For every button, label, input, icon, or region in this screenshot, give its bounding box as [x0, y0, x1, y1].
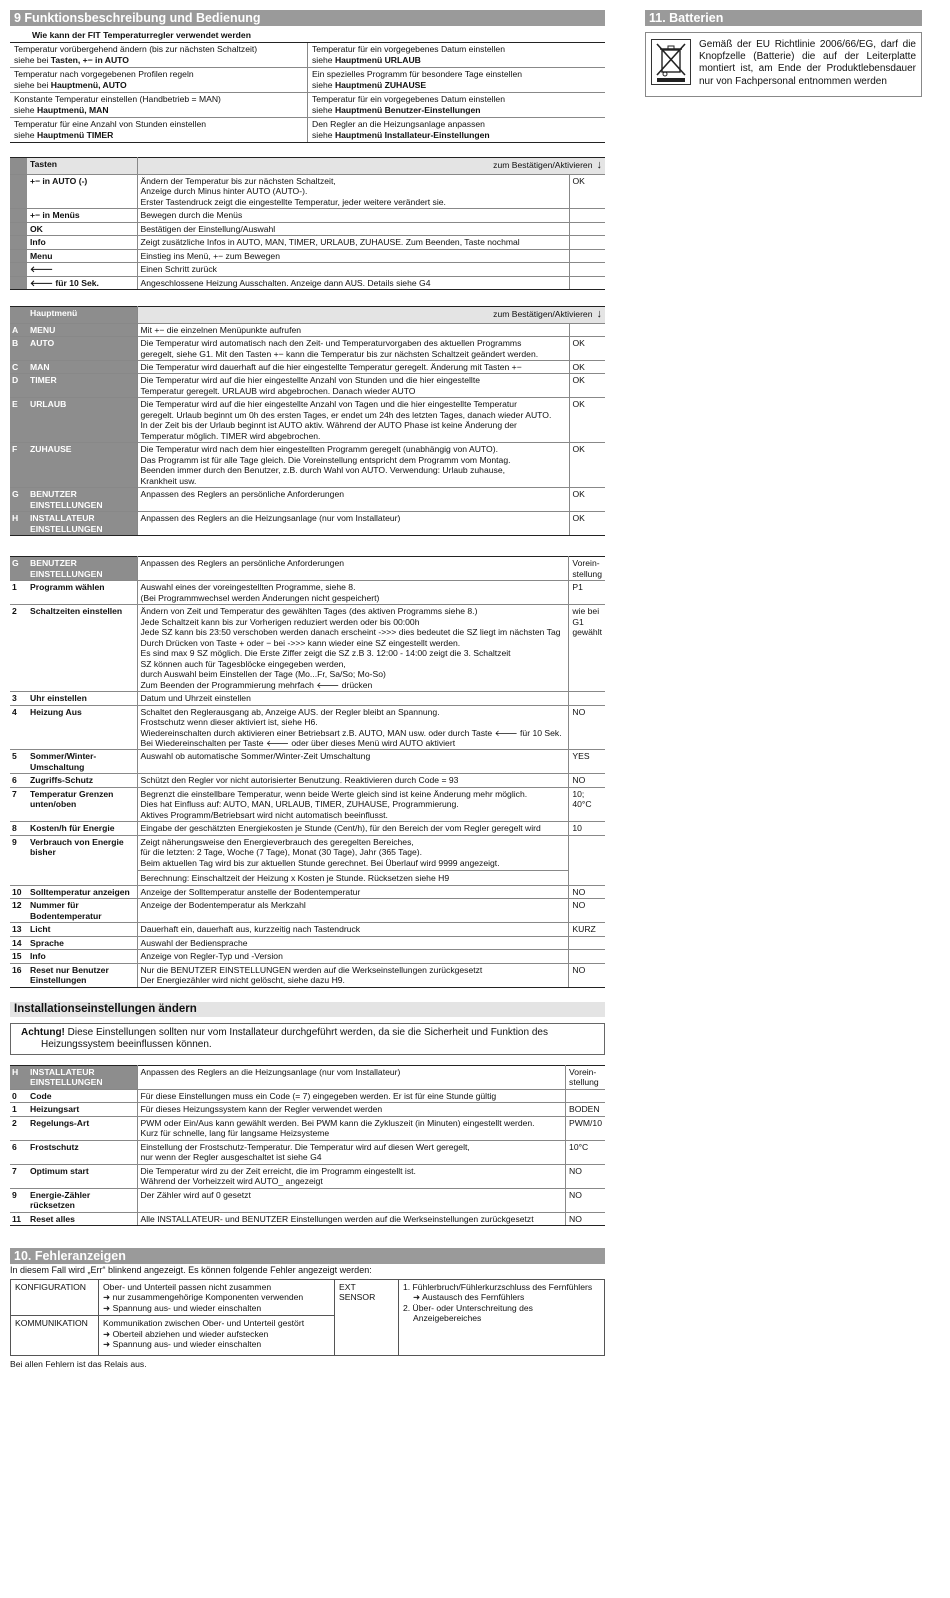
hauptmenu-row: F ZUHAUSE Die Temperatur wird nach dem hier eingestellten Programm geregelt (unabhängig von AUTO). Das Programm ist für alle Tage gleich. Die Voreinstellung entspricht dem Programm vom Montag. Beenden immer durch den Benutzer, z.B. durch Wahl von AUTO. Verwendung: Urlaub zuhause, Krankheit usw. OK: [10, 443, 605, 488]
installateur-row: 11 Reset alles Alle INSTALLATEUR- und BENUTZER Einstellungen werden auf die Werkseinstellungen zurückgesetzt NO: [10, 1212, 605, 1225]
row-value: NO: [569, 899, 605, 923]
benutzer-row: 3 Uhr einstellen Datum und Uhrzeit einstellen: [10, 692, 605, 705]
hauptmenu-row: A MENU Mit +− die einzelnen Menüpunkte aufrufen: [10, 323, 605, 336]
ext-sensor-desc: 1. Fühlerbruch/Fühlerkurzschluss des Fernfühlers ➜ Austausch des Fernfühlers 2. Über- oder Unterschreitung des Anzeigebereiches: [399, 1279, 605, 1355]
hauptmenu-table: [10, 306, 605, 536]
row-value: OK: [569, 374, 605, 398]
fehler-title: 10. Fehleranzeigen: [10, 1248, 605, 1264]
row-value: 10°C: [566, 1140, 605, 1164]
benutzer-row: 4 Heizung Aus Schaltet den Reglerausgang ab, Anzeige AUS. der Regler bleibt an Spannung. Frostschutz wenn dieser aktiviert ist, siehe H6. Wiedereinschalten durch aktivieren einer Betriebsart z.B. AUTO, MAN usw. oder durch Taste 🡐 für 10 Sek. Bei Wiedereinschalten per Taste 🡐 oder über dieses Menü wird AUTO aktiviert NO: [10, 705, 605, 750]
row-value: [566, 1089, 605, 1102]
row-value: NO: [566, 1164, 605, 1188]
row-name: Energie-Zähler rücksetzen: [27, 1188, 137, 1212]
installateur-row: 9 Energie-Zähler rücksetzen Der Zähler wird auf 0 gesetzt NO: [10, 1188, 605, 1212]
uses-caption: Wie kann der FIT Temperaturregler verwendet werden: [10, 30, 605, 43]
benutzer-row: 15 Info Anzeige von Regler-Typ und -Version: [10, 950, 605, 963]
konfiguration-desc: Ober- und Unterteil passen nicht zusammen ➜ nur zusammengehörige Komponenten verwenden ➜ Spannung aus- und wieder einschalten: [99, 1279, 335, 1315]
hauptmenu-row: C MAN Die Temperatur wird dauerhaft auf die hier eingestellte Temperatur geregelt. Änderung mit Tasten +− OK: [10, 360, 605, 373]
row-value: OK: [569, 512, 605, 536]
use-right: Temperatur für ein vorgegebenes Datum einstellen siehe Hauptmenü URLAUB: [308, 43, 606, 68]
row-name: Verbrauch von Energie bisher: [27, 835, 137, 885]
row-value: NO: [569, 885, 605, 898]
use-row: [10, 93, 605, 118]
row-value: OK: [569, 488, 605, 512]
use-left: Temperatur nach vorgegebenen Profilen regeln siehe bei Hauptmenü, AUTO: [10, 68, 308, 93]
uses-table: [10, 30, 605, 143]
row-desc: Auswahl eines der voreingestellten Programme, siehe 8. (Bei Programmwechsel werden Änderungen nicht gespeichert): [137, 581, 569, 605]
row-desc: Schützt den Regler vor nicht autorisierter Benutzung. Reaktivieren durch Code = 93: [137, 774, 569, 787]
hauptmenu-header: Hauptmenü: [27, 307, 137, 323]
row-name: 🡐 für 10 Sek.: [27, 276, 137, 289]
crossed-bin-icon: [651, 39, 691, 85]
fehler-footer: Bei allen Fehlern ist das Relais aus.: [10, 1359, 147, 1370]
row-desc: Bestätigen der Einstellung/Auswahl: [137, 222, 569, 235]
row-desc: Einstellung der Frostschutz-Temperatur. Die Temperatur wird auf diesen Wert geregelt, nur wenn der Regler ausgeschaltet ist siehe G4: [137, 1140, 566, 1164]
use-row: [10, 68, 605, 93]
row-value: PWM/10: [566, 1116, 605, 1140]
installateur-row: 7 Optimum start Die Temperatur wird zu der Zeit erreicht, die im Programm eingestellt ist. Während der Vorheizzeit wird AUTO_ angezeigt NO: [10, 1164, 605, 1188]
row-value: NO: [569, 963, 605, 987]
row-name: +− in AUTO (-): [27, 174, 137, 208]
row-desc: Die Temperatur wird zu der Zeit erreicht, die im Programm eingestellt ist. Während der Vorheizzeit wird AUTO_ angezeigt: [137, 1164, 566, 1188]
left-column: [10, 10, 605, 1370]
row-value: NO: [566, 1212, 605, 1225]
row-name: Heizung Aus: [27, 705, 137, 750]
row-value: 10: [569, 822, 605, 835]
warning-label: Achtung!: [21, 1026, 65, 1038]
row-name: Licht: [27, 923, 137, 936]
hauptmenu-row: G BENUTZER EINSTELLUNGEN Anpassen des Reglers an persönliche Anforderungen OK: [10, 488, 605, 512]
row-desc: Der Zähler wird auf 0 gesetzt: [137, 1188, 566, 1212]
benutzer-row: 2 Schaltzeiten einstellen Ändern von Zeit und Temperatur des gewählten Tages (des aktiven Programms siehe 8.) Jede Schaltzeit kann bis zur Vorherigen reduziert werden oder bis 00:00h Jede SZ kann bis 23:50 verschoben werden danach erscheint ->>> dies bedeutet die SZ liegt im nächsten Tag Durch Drücken von Taste + oder − bei ->>> kann wieder eine SZ eingestellt werden. Es sind max 9 SZ möglich. Die Erste Ziffer zeigt die SZ z.B 3. 12:00 - 14:00 zeigt die 3. Schaltzeit SZ können auch für Tagesblöcke eingegeben werden, durch Auswahl beim Einstellen der Tage (Mo...Fr, Sa/So; Mo-So) Zum Beenden der Programmierung mehrfach 🡐 drücken wie bei G1 gewählt: [10, 605, 605, 692]
use-left: Temperatur für eine Anzahl von Stunden einstellen siehe Hauptmenü TIMER: [10, 118, 308, 143]
row-name: URLAUB: [27, 398, 137, 443]
row-desc: Für dieses Heizungssystem kann der Regler verwendet werden: [137, 1103, 566, 1116]
benutzer-row: 8 Kosten/h für Energie Eingabe der geschätzten Energiekosten je Stunde (Cent/h), für den Bereich der vom Regler geregelt wird 10: [10, 822, 605, 835]
benutzer-row: 14 Sprache Auswahl der Bediensprache: [10, 936, 605, 949]
row-name: Code: [27, 1089, 137, 1102]
row-value: NO: [569, 705, 605, 750]
row-value: KURZ: [569, 923, 605, 936]
row-value: BODEN: [566, 1103, 605, 1116]
benutzer-row: 5 Sommer/Winter-Umschaltung Auswahl ob automatische Sommer/Winter-Zeit Umschaltung YES: [10, 750, 605, 774]
row-desc: Alle INSTALLATEUR- und BENUTZER Einstellungen werden auf die Werkseinstellungen zurückgesetzt: [137, 1212, 566, 1225]
row-name: Frostschutz: [27, 1140, 137, 1164]
tasten-row: [10, 249, 605, 262]
row-name: Schaltzeiten einstellen: [27, 605, 137, 692]
row-value: [569, 209, 605, 222]
row-name: Reset alles: [27, 1212, 137, 1225]
row-desc: Begrenzt die einstellbare Temperatur, wenn beide Werte gleich sind ist keine Änderung mehr möglich. Dies hat Einfluss auf: AUTO, MAN, URLAUB, TIMER, ZUHAUSE, Programmierung. Aktives Programm/Betriebsart wird nicht automatisch beeinflusst.: [137, 787, 569, 821]
fehler-intro: In diesem Fall wird „Err“ blinkend angezeigt. Es können folgende Fehler angezeigt werden:: [10, 1264, 372, 1275]
row-desc: Einstieg ins Menü, +− zum Bewegen: [137, 249, 569, 262]
tasten-row: [10, 222, 605, 235]
row-desc: Die Temperatur wird auf die hier eingestellte Anzahl von Tagen und die hier eingestellte Temperatur geregelt. Urlaub beginnt um 0h des ersten Tages, er endet um 24h des letzten Tages, danach wieder AUTO. In der Zeit bis der Urlaub beginnt ist AUTO aktiv. Während der AUTO Phase ist keine Änderung der Temperatur möglich. TIMER wird abgebrochen.: [137, 398, 569, 443]
row-name: Info: [27, 950, 137, 963]
row-desc: Anzeige der Solltemperatur anstelle der Bodentemperatur: [137, 885, 569, 898]
row-value: OK: [569, 174, 605, 208]
install-title: Installationseinstellungen ändern: [10, 1002, 605, 1017]
row-value: [569, 249, 605, 262]
tasten-row: [10, 276, 605, 289]
row-value: NO: [569, 774, 605, 787]
row-name: TIMER: [27, 374, 137, 398]
batterien-box: [645, 32, 922, 97]
row-name: ZUHAUSE: [27, 443, 137, 488]
installateur-header: INSTALLATEUR EINSTELLUNGEN: [27, 1065, 137, 1089]
row-desc: Anpassen des Reglers an persönliche Anforderungen: [137, 488, 569, 512]
hauptmenu-row: D TIMER Die Temperatur wird auf die hier eingestellte Anzahl von Stunden und die hier eingestellte Temperatur geregelt. URLAUB wird abgebrochen. Danach wieder AUTO OK: [10, 374, 605, 398]
row-desc: Anzeige von Regler-Typ und -Version: [137, 950, 569, 963]
benutzer-header: BENUTZER EINSTELLUNGEN: [27, 557, 137, 581]
row-desc: Eingabe der geschätzten Energiekosten je Stunde (Cent/h), für den Bereich der vom Regler geregelt wird: [137, 822, 569, 835]
row-desc: Einen Schritt zurück: [137, 263, 569, 276]
benutzer-table: G BENUTZER EINSTELLUNGEN Anpassen des Reglers an persönliche Anforderungen Vorein-stellung 1 Programm wählen Auswahl eines der voreingestellten Programme, siehe 8. (Bei Programmwechsel werden Änderungen nicht gespeichert) P1 2 Schaltzeiten einstellen Ändern von Zeit und Temperatur des gewählten Tages (des aktiven Programms siehe 8.) Jede Schaltzeit kann bis zur Vorherigen reduziert werden oder bis 00:00h Jede SZ kann bis 23:50 verschoben werden danach erscheint ->>> dies bedeutet die SZ liegt im nächsten Tag Durch Drücken von Taste + oder − bei ->>> kann wieder eine SZ eingestellt werden. Es sind max 9 SZ möglich. Die Erste Ziffer zeigt die SZ z.B 3. 12:00 - 14:00 zeigt die 3. Schaltzeit SZ können auch für Tagesblöcke eingegeben werden, durch Auswahl beim Einstellen der Tage (Mo...Fr, Sa/So; Mo-So) Zum Beenden der Programmierung mehrfach 🡐 drücken wie bei G1 gewählt 3 Uhr einstellen Datum und Uhrzeit einstellen 4 Heizung Aus Schaltet den Reglerausgang ab, Anzeige AUS. der Regler bleibt an Spannung. Frostschutz wenn dieser aktiviert ist, siehe H6. Wiedereinschalten durch aktivieren einer Betriebsart z.B. AUTO, MAN usw. oder durch Taste 🡐 für 10 Sek. Bei Wiedereinschalten per Taste 🡐 oder über dieses Menü wird AUTO aktiviert NO 5 Sommer/Winter-Umschaltung Auswahl ob automatische Sommer/Winter-Zeit Umschaltung YES 6 Zugriffs-Schutz Schützt den Regler vor nicht autorisierter Benutzung. Reaktivieren durch Code = 93 NO 7 Temperatur Grenzen unten/oben Begrenzt die einstellbare Temperatur, wenn beide Werte gleich sind ist keine Änderung mehr möglich. Dies hat Einfluss auf: AUTO, MAN, URLAUB, TIMER, ZUHAUSE, Programmierung. Aktives Programm/Betriebsart wird nicht automatisch beeinflusst. 10; 40°C 8 Kosten/h für Energie Eingabe der geschätzten Energiekosten je Stunde (Cent/h), für den Bereich der vom Regler geregelt wird 10 9 Verbrauch von Energie bisher Zeigt näherungsweise den Energieverbrauch des geregelten Bereiches, für die letzten: 2 Tage, Woche (7 Tage), Monat (30 Tage), Jahr (365 Tage). Beim aktuellen Tag wird bis zur aktuellen Stunde gerechnet. Bei Überlauf wird 9999 angezeigt. Berechnung: Einschaltzeit der Heizung x Kosten je Stunde. Rücksetzen siehe H9 10 Solltemperatur anzeigen Anzeige der Solltemperatur anstelle der Bodentemperatur NO 12 Nummer für Bodentemperatur Anzeige der Bodentemperatur als Merkzahl NO 13 Licht Dauerhaft ein, dauerhaft aus, kurzzeitig nach Tastendruck KURZ 14 Sprache Auswahl der Bediensprache 15 Info Anzeige von Regler-Typ und -Version 16 Reset nur Benutzer Einstellungen Nur die BENUTZER EINSTELLUNGEN werden auf die Werkseinstellungen zurückgesetzt Der Energiezähler wird nicht gelöscht, siehe dazu H9. NO: [10, 556, 605, 987]
benutzer-row: 7 Temperatur Grenzen unten/oben Begrenzt die einstellbare Temperatur, wenn beide Werte gleich sind ist keine Änderung mehr möglich. Dies hat Einfluss auf: AUTO, MAN, URLAUB, TIMER, ZUHAUSE, Programmierung. Aktives Programm/Betriebsart wird nicht automatisch beeinflusst. 10; 40°C: [10, 787, 605, 821]
row-name: Info: [27, 236, 137, 249]
row-desc: Schaltet den Reglerausgang ab, Anzeige AUS. der Regler bleibt an Spannung. Frostschutz wenn dieser aktiviert ist, siehe H6. Wiedereinschalten durch aktivieren einer Betriebsart z.B. AUTO, MAN usw. oder durch Taste 🡐 für 10 Sek. Bei Wiedereinschalten per Taste 🡐 oder über dieses Menü wird AUTO aktiviert: [137, 705, 569, 750]
row-desc: Die Temperatur wird dauerhaft auf die hier eingestellte Temperatur geregelt. Änderung mit Tasten +−: [137, 360, 569, 373]
row-desc: Auswahl der Bediensprache: [137, 936, 569, 949]
installateur-row: 2 Regelungs-Art PWM oder Ein/Aus kann gewählt werden. Bei PWM kann die Zykluszeit (in Minuten) eingestellt werden. Kurz für schnelle, lang für langsame Heizsysteme PWM/10: [10, 1116, 605, 1140]
row-value: [569, 323, 605, 336]
row-value: [569, 950, 605, 963]
row-value: [569, 222, 605, 235]
row-name: Sprache: [27, 936, 137, 949]
tasten-row: [10, 236, 605, 249]
arrow-down-icon: ↓: [596, 308, 602, 321]
row-desc: Nur die BENUTZER EINSTELLUNGEN werden auf die Werkseinstellungen zurückgesetzt Der Energiezähler wird nicht gelöscht, siehe dazu H9.: [137, 963, 569, 987]
row-name: +− in Menüs: [27, 209, 137, 222]
row-value: P1: [569, 581, 605, 605]
tasten-row: [10, 209, 605, 222]
row-desc: Die Temperatur wird nach dem hier eingestellten Programm geregelt (unabhängig von AUTO). Das Programm ist für alle Tage gleich. Die Voreinstellung entspricht dem Programm vom Montag. Beenden immer durch den Benutzer, z.B. durch Wahl von AUTO. Verwendung: Urlaub zuhause, Krankheit usw.: [137, 443, 569, 488]
right-column: [645, 10, 922, 97]
installateur-table: H INSTALLATEUR EINSTELLUNGEN Anpassen des Reglers an die Heizungsanlage (nur vom Installateur) Vorein-stellung 0 Code Für diese Einstellungen muss ein Code (= 7) eingegeben werden. Er ist für eine Stunde gültig 1 Heizungsart Für dieses Heizungssystem kann der Regler verwendet werden BODEN 2 Regelungs-Art PWM oder Ein/Aus kann gewählt werden. Bei PWM kann die Zykluszeit (in Minuten) eingestellt werden. Kurz für schnelle, lang für langsame Heizsysteme PWM/10 6 Frostschutz Einstellung der Frostschutz-Temperatur. Die Temperatur wird auf diesen Wert geregelt, nur wenn der Regler ausgeschaltet ist siehe G4 10°C 7 Optimum start Die Temperatur wird zu der Zeit erreicht, die im Programm eingestellt ist. Während der Vorheizzeit wird AUTO_ angezeigt NO 9 Energie-Zähler rücksetzen Der Zähler wird auf 0 gesetzt NO 11 Reset alles Alle INSTALLATEUR- und BENUTZER Einstellungen werden auf die Werkseinstellungen zurückgesetzt NO: [10, 1065, 605, 1226]
hauptmenu-row: H INSTALLATEUR EINSTELLUNGEN Anpassen des Reglers an die Heizungsanlage (nur vom Installateur) OK: [10, 512, 605, 536]
row-value: [569, 236, 605, 249]
confirm-label: zum Bestätigen/Aktivieren: [493, 160, 593, 171]
row-name: MAN: [27, 360, 137, 373]
row-desc: Zeigt zusätzliche Infos in AUTO, MAN, TIMER, URLAUB, ZUHAUSE. Zum Beenden, Taste nochmal: [137, 236, 569, 249]
fehler-table: [10, 1279, 605, 1356]
kommunikation-desc: Kommunikation zwischen Ober- und Unterteil gestört ➜ Oberteil abziehen und wieder aufstecken ➜ Spannung aus- und wieder einschalten: [99, 1316, 335, 1356]
row-desc: Auswahl ob automatische Sommer/Winter-Zeit Umschaltung: [137, 750, 569, 774]
row-name: BENUTZER EINSTELLUNGEN: [27, 488, 137, 512]
row-name: 🡐: [27, 263, 137, 276]
row-value: OK: [569, 360, 605, 373]
row-value: OK: [569, 443, 605, 488]
row-value: [569, 692, 605, 705]
row-name: Uhr einstellen: [27, 692, 137, 705]
row-desc: Ändern der Temperatur bis zur nächsten Schaltzeit, Anzeige durch Minus hinter AUTO (AUTO-). Erster Tastendruck zeigt die eingestellte Temperatur, jeder weitere verändert sie.: [137, 174, 569, 208]
row-name: Nummer für Bodentemperatur: [27, 899, 137, 923]
row-value: OK: [569, 337, 605, 361]
benutzer-row: 10 Solltemperatur anzeigen Anzeige der Solltemperatur anstelle der Bodentemperatur NO: [10, 885, 605, 898]
use-right: Temperatur für ein vorgegebenes Datum einstellen siehe Hauptmenü Benutzer-Einstellungen: [308, 93, 606, 118]
row-name: AUTO: [27, 337, 137, 361]
row-name: Reset nur Benutzer Einstellungen: [27, 963, 137, 987]
row-name: Solltemperatur anzeigen: [27, 885, 137, 898]
use-left: Temperatur vorübergehend ändern (bis zur nächsten Schaltzeit) siehe bei Tasten, +− in AUTO: [10, 43, 308, 68]
row-desc: Für diese Einstellungen muss ein Code (= 7) eingegeben werden. Er ist für eine Stunde gültig: [137, 1089, 566, 1102]
benutzer-row: 12 Nummer für Bodentemperatur Anzeige der Bodentemperatur als Merkzahl NO: [10, 899, 605, 923]
row-value: [569, 936, 605, 949]
row-value: 10; 40°C: [569, 787, 605, 821]
row-value: wie bei G1 gewählt: [569, 605, 605, 692]
benutzer-row: 13 Licht Dauerhaft ein, dauerhaft aus, kurzzeitig nach Tastendruck KURZ: [10, 923, 605, 936]
row-name: Optimum start: [27, 1164, 137, 1188]
row-desc: Anpassen des Reglers an die Heizungsanlage (nur vom Installateur): [137, 512, 569, 536]
installateur-row: 1 Heizungsart Für dieses Heizungssystem kann der Regler verwendet werden BODEN: [10, 1103, 605, 1116]
row-desc: Angeschlossene Heizung Ausschalten. Anzeige dann AUS. Details siehe G4: [137, 276, 569, 289]
row-name: Regelungs-Art: [27, 1116, 137, 1140]
row-desc: Mit +− die einzelnen Menüpunkte aufrufen: [137, 323, 569, 336]
benutzer-row: 16 Reset nur Benutzer Einstellungen Nur die BENUTZER EINSTELLUNGEN werden auf die Werkseinstellungen zurückgesetzt Der Energiezähler wird nicht gelöscht, siehe dazu H9. NO: [10, 963, 605, 987]
use-left: Konstante Temperatur einstellen (Handbetrieb = MAN) siehe Hauptmenü, MAN: [10, 93, 308, 118]
row-value: [569, 276, 605, 289]
row-desc: Die Temperatur wird automatisch nach den Zeit- und Temperaturvorgaben des aktuellen Programms geregelt, siehe G1. Mit den Tasten +− kann die Temperatur bis zur nächsten Schaltzeit geändert werden.: [137, 337, 569, 361]
tasten-table: [10, 157, 605, 290]
row-name: MENU: [27, 323, 137, 336]
section-title: 9 Funktionsbeschreibung und Bedienung: [10, 10, 605, 26]
row-value: OK: [569, 398, 605, 443]
row-desc: Zeigt näherungsweise den Energieverbrauch des geregelten Bereiches, für die letzten: 2 Tage, Woche (7 Tage), Monat (30 Tage), Jahr (365 Tage). Beim aktuellen Tag wird bis zur aktuellen Stunde gerechnet. Bei Überlauf wird 9999 angezeigt. Berechnung: Einschaltzeit der Heizung x Kosten je Stunde. Rücksetzen siehe H9: [137, 835, 569, 885]
row-name: Temperatur Grenzen unten/oben: [27, 787, 137, 821]
row-desc: Anzeige der Bodentemperatur als Merkzahl: [137, 899, 569, 923]
row-desc: Die Temperatur wird auf die hier eingestellte Anzahl von Stunden und die hier eingestellte Temperatur geregelt. URLAUB wird abgebrochen. Danach wieder AUTO: [137, 374, 569, 398]
batterien-title: 11. Batterien: [645, 10, 922, 26]
row-value: NO: [566, 1188, 605, 1212]
tasten-header: Tasten: [27, 158, 137, 174]
row-name: Heizungsart: [27, 1103, 137, 1116]
hauptmenu-row: B AUTO Die Temperatur wird automatisch nach den Zeit- und Temperaturvorgaben des aktuellen Programms geregelt, siehe G1. Mit den Tasten +− kann die Temperatur bis zur nächsten Schaltzeit geändert werden. OK: [10, 337, 605, 361]
installateur-row: 6 Frostschutz Einstellung der Frostschutz-Temperatur. Die Temperatur wird auf diesen Wert geregelt, nur wenn der Regler ausgeschaltet ist siehe G4 10°C: [10, 1140, 605, 1164]
tasten-row: [10, 263, 605, 276]
confirm-label: zum Bestätigen/Aktivieren: [493, 309, 593, 320]
row-name: Sommer/Winter-Umschaltung: [27, 750, 137, 774]
tasten-row: [10, 174, 605, 208]
error-ext-sensor: EXT SENSOR: [335, 1279, 399, 1355]
installateur-row: 0 Code Für diese Einstellungen muss ein Code (= 7) eingegeben werden. Er ist für eine Stunde gültig: [10, 1089, 605, 1102]
row-name: Kosten/h für Energie: [27, 822, 137, 835]
row-value: [569, 835, 605, 885]
row-value: [569, 263, 605, 276]
row-name: Programm wählen: [27, 581, 137, 605]
use-right: Den Regler an die Heizungsanlage anpassen siehe Hauptmenü Installateur-Einstellungen: [308, 118, 606, 143]
batterien-text: Gemäß der EU Richtlinie 2006/66/EG, darf die Knopfzelle (Batterie) die auf der Leiterplatte montiert ist, am Ende der Produktlebensdauer nur von Fachpersonal entnommen werden: [699, 39, 916, 87]
row-desc: Ändern von Zeit und Temperatur des gewählten Tages (des aktiven Programms siehe 8.) Jede Schaltzeit kann bis zur Vorherigen reduziert werden oder bis 00:00h Jede SZ kann bis 23:50 verschoben werden danach erscheint ->>> dies bedeutet die SZ liegt im nächsten Tag Durch Drücken von Taste + oder − bei ->>> kann wieder eine SZ eingestellt werden. Es sind max 9 SZ möglich. Die Erste Ziffer zeigt die SZ z.B 3. 12:00 - 14:00 zeigt die 3. Schaltzeit SZ können auch für Tagesblöcke eingegeben werden, durch Auswahl beim Einstellen der Tage (Mo...Fr, Sa/So; Mo-So) Zum Beenden der Programmierung mehrfach 🡐 drücken: [137, 605, 569, 692]
row-name: OK: [27, 222, 137, 235]
warning-box: Achtung! Diese Einstellungen sollten nur vom Installateur durchgeführt werden, da sie die Sicherheit und Funktion des Heizungssystem beeinflussen können.: [10, 1023, 605, 1055]
benutzer-row: 9 Verbrauch von Energie bisher Zeigt näherungsweise den Energieverbrauch des geregelten Bereiches, für die letzten: 2 Tage, Woche (7 Tage), Monat (30 Tage), Jahr (365 Tage). Beim aktuellen Tag wird bis zur aktuellen Stunde gerechnet. Bei Überlauf wird 9999 angezeigt. Berechnung: Einschaltzeit der Heizung x Kosten je Stunde. Rücksetzen siehe H9: [10, 835, 605, 885]
row-desc: PWM oder Ein/Aus kann gewählt werden. Bei PWM kann die Zykluszeit (in Minuten) eingestellt werden. Kurz für schnelle, lang für langsame Heizsysteme: [137, 1116, 566, 1140]
row-name: Zugriffs-Schutz: [27, 774, 137, 787]
use-row: [10, 118, 605, 143]
arrow-down-icon: ↓: [596, 159, 602, 172]
row-name: Menu: [27, 249, 137, 262]
row-desc: Datum und Uhrzeit einstellen: [137, 692, 569, 705]
benutzer-row: 1 Programm wählen Auswahl eines der voreingestellten Programme, siehe 8. (Bei Programmwechsel werden Änderungen nicht gespeichert) P1: [10, 581, 605, 605]
row-desc: Bewegen durch die Menüs: [137, 209, 569, 222]
use-right: Ein spezielles Programm für besondere Tage einstellen siehe Hauptmenü ZUHAUSE: [308, 68, 606, 93]
error-kommunikation: KOMMUNIKATION: [11, 1316, 99, 1356]
use-row: [10, 43, 605, 68]
benutzer-row: 6 Zugriffs-Schutz Schützt den Regler vor nicht autorisierter Benutzung. Reaktivieren durch Code = 93 NO: [10, 774, 605, 787]
error-konfiguration: KONFIGURATION: [11, 1279, 99, 1315]
hauptmenu-row: E URLAUB Die Temperatur wird auf die hier eingestellte Anzahl von Tagen und die hier eingestellte Temperatur geregelt. Urlaub beginnt um 0h des ersten Tages, er endet um 24h des letzten Tages, danach wieder AUTO. In der Zeit bis der Urlaub beginnt ist AUTO aktiv. Während der AUTO Phase ist keine Änderung der Temperatur möglich. TIMER wird abgebrochen. OK: [10, 398, 605, 443]
row-name: INSTALLATEUR EINSTELLUNGEN: [27, 512, 137, 536]
row-value: YES: [569, 750, 605, 774]
row-desc: Dauerhaft ein, dauerhaft aus, kurzzeitig nach Tastendruck: [137, 923, 569, 936]
